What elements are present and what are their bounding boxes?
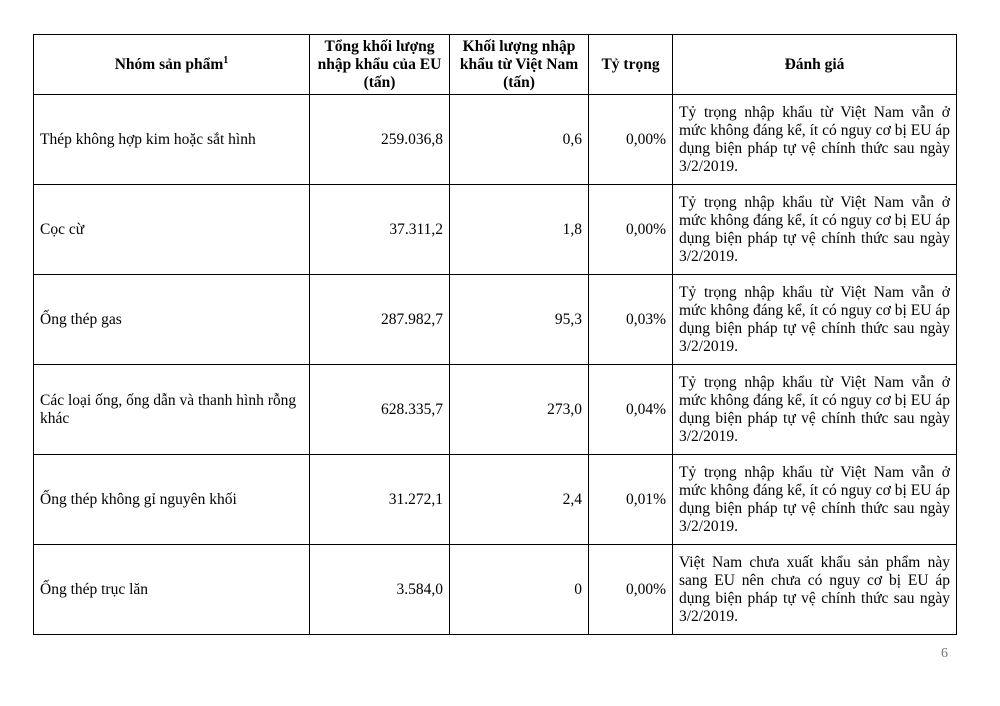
header-evaluation: Đánh giá (673, 35, 957, 95)
table-row (34, 95, 957, 185)
cell-share: 0,00% (589, 95, 673, 185)
table-row (34, 545, 957, 635)
footnote-marker: 1 (223, 54, 229, 66)
cell-vn-volume: 1,8 (450, 185, 589, 275)
cell-vn-volume: 0 (450, 545, 589, 635)
cell-product: Các loại ống, ống dẫn và thanh hình rỗng khác (34, 365, 310, 455)
cell-vn-volume: 273,0 (450, 365, 589, 455)
table-row (34, 185, 957, 275)
cell-share: 0,00% (589, 185, 673, 275)
cell-product: Ống thép không gỉ nguyên khối (34, 455, 310, 545)
cell-share: 0,04% (589, 365, 673, 455)
header-share: Tỷ trọng (589, 35, 673, 95)
cell-share: 0,01% (589, 455, 673, 545)
cell-evaluation: Tỷ trọng nhập khẩu từ Việt Nam vẫn ở mức không đáng kể, ít có nguy cơ bị EU áp dụng biện pháp tự vệ chính thức sau ngày 3/2/2019. (673, 95, 957, 185)
cell-vn-volume: 95,3 (450, 275, 589, 365)
cell-eu-total: 628.335,7 (310, 365, 450, 455)
cell-evaluation: Tỷ trọng nhập khẩu từ Việt Nam vẫn ở mức không đáng kể, ít có nguy cơ bị EU áp dụng biện pháp tự vệ chính thức sau ngày 3/2/2019. (673, 365, 957, 455)
cell-product: Thép không hợp kim hoặc sắt hình (34, 95, 310, 185)
cell-share: 0,03% (589, 275, 673, 365)
header-vn-volume: Khối lượng nhập khẩu từ Việt Nam (tấn) (450, 35, 589, 95)
table-row (34, 365, 957, 455)
cell-eu-total: 37.311,2 (310, 185, 450, 275)
header-eu-total: Tổng khối lượng nhập khẩu của EU (tấn) (310, 35, 450, 95)
table-row (34, 275, 957, 365)
cell-product: Cọc cừ (34, 185, 310, 275)
cell-product: Ống thép gas (34, 275, 310, 365)
cell-vn-volume: 0,6 (450, 95, 589, 185)
cell-evaluation: Tỷ trọng nhập khẩu từ Việt Nam vẫn ở mức không đáng kể, ít có nguy cơ bị EU áp dụng biện pháp tự vệ chính thức sau ngày 3/2/2019. (673, 275, 957, 365)
import-volume-table (33, 34, 957, 635)
cell-eu-total: 3.584,0 (310, 545, 450, 635)
cell-product: Ống thép trục lăn (34, 545, 310, 635)
cell-evaluation: Tỷ trọng nhập khẩu từ Việt Nam vẫn ở mức không đáng kể, ít có nguy cơ bị EU áp dụng biện pháp tự vệ chính thức sau ngày 3/2/2019. (673, 455, 957, 545)
cell-eu-total: 287.982,7 (310, 275, 450, 365)
cell-eu-total: 259.036,8 (310, 95, 450, 185)
page-number: 6 (941, 646, 948, 661)
header-product-group: Nhóm sản phẩm$^1$ (34, 35, 310, 95)
cell-eu-total: 31.272,1 (310, 455, 450, 545)
table-header-row (34, 35, 957, 95)
cell-evaluation: Việt Nam chưa xuất khẩu sản phẩm này sang EU nên chưa có nguy cơ bị EU áp dụng biện pháp tự vệ chính thức sau ngày 3/2/2019. (673, 545, 957, 635)
cell-vn-volume: 2,4 (450, 455, 589, 545)
cell-evaluation: Tỷ trọng nhập khẩu từ Việt Nam vẫn ở mức không đáng kể, ít có nguy cơ bị EU áp dụng biện pháp tự vệ chính thức sau ngày 3/2/2019. (673, 185, 957, 275)
cell-share: 0,00% (589, 545, 673, 635)
table-row (34, 455, 957, 545)
